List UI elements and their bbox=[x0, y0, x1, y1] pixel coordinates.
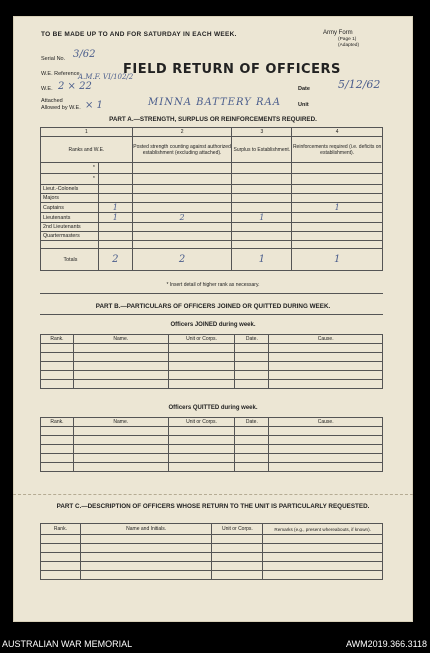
date-label: Date bbox=[298, 86, 310, 92]
rank-label: * bbox=[41, 163, 99, 174]
col-date: Date. bbox=[235, 335, 269, 344]
col-name-initials: Name and Initials. bbox=[80, 524, 212, 535]
posted-cell bbox=[132, 174, 232, 185]
reinf-cell bbox=[292, 213, 383, 223]
surplus-cell bbox=[232, 163, 292, 174]
table-row bbox=[41, 380, 383, 389]
rank-label: Lieut.-Colonels bbox=[41, 185, 99, 194]
table-row bbox=[41, 362, 383, 371]
col-date: Date. bbox=[235, 418, 269, 427]
form-title: FIELD RETURN OF OFFICERS bbox=[123, 62, 341, 77]
col-unit: Unit or Corps. bbox=[212, 524, 263, 535]
form-number: Army Form bbox=[323, 30, 353, 36]
col-name: Name. bbox=[73, 418, 168, 427]
totals-posted: 2 bbox=[132, 249, 232, 271]
table-row bbox=[41, 562, 383, 571]
table-row bbox=[41, 232, 383, 241]
unit-label: Unit bbox=[298, 102, 309, 108]
col-head-ranks: Ranks and W.E. bbox=[41, 137, 133, 163]
we-value: 2 × 22 bbox=[58, 81, 92, 92]
table-row bbox=[41, 163, 383, 174]
col-rank: Rank. bbox=[41, 335, 74, 344]
table-row bbox=[41, 553, 383, 562]
table-row bbox=[41, 203, 383, 213]
form-number-page: (Page 1) bbox=[338, 37, 357, 42]
totals-row bbox=[41, 249, 383, 271]
reinf-cell bbox=[292, 163, 383, 174]
surplus-cell bbox=[232, 232, 292, 241]
col-head-surplus: Surplus to Establishment. bbox=[232, 137, 292, 163]
col-num-2: 2 bbox=[132, 128, 232, 137]
table-row bbox=[41, 571, 383, 580]
col-unit: Unit or Corps. bbox=[168, 418, 235, 427]
we-cell bbox=[98, 174, 132, 185]
table-row bbox=[41, 194, 383, 203]
table-row bbox=[41, 344, 383, 353]
attached-label: Attached bbox=[41, 98, 63, 104]
date-value: 5/12/62 bbox=[338, 78, 381, 91]
reinf-cell bbox=[292, 194, 383, 203]
table-row bbox=[41, 427, 383, 436]
col-name: Name. bbox=[73, 335, 168, 344]
we-cell bbox=[98, 194, 132, 203]
posted-cell bbox=[132, 163, 232, 174]
totals-label: Totals bbox=[41, 249, 99, 271]
surplus-cell bbox=[232, 185, 292, 194]
reinf-cell: 1 bbox=[292, 203, 383, 213]
table-row bbox=[41, 185, 383, 194]
joined-table bbox=[40, 334, 383, 389]
footer-accession: AWM2019.366.3118 bbox=[345, 639, 427, 649]
table-row bbox=[41, 174, 383, 185]
quitted-heading: Officers QUITTED during week. bbox=[168, 405, 258, 411]
col-num-1: 1 bbox=[41, 128, 133, 137]
posted-cell bbox=[132, 194, 232, 203]
surplus-cell bbox=[232, 194, 292, 203]
allowed-label: Allowed by W.E. bbox=[41, 105, 81, 111]
rank-label: Lieutenants bbox=[41, 213, 99, 223]
col-unit: Unit or Corps. bbox=[168, 335, 235, 344]
serial-value: 3/62 bbox=[73, 49, 96, 60]
surplus-cell bbox=[232, 203, 292, 213]
posted-cell bbox=[132, 203, 232, 213]
rank-label: Majors bbox=[41, 194, 99, 203]
col-rank: Rank. bbox=[41, 524, 81, 535]
posted-cell bbox=[132, 223, 232, 232]
part-a-table bbox=[40, 127, 383, 271]
we-reference-label: W.E. Reference bbox=[41, 71, 80, 77]
posted-cell bbox=[132, 232, 232, 241]
surplus-cell bbox=[232, 223, 292, 232]
reinf-cell bbox=[292, 232, 383, 241]
top-instruction: TO BE MADE UP TO AND FOR SATURDAY IN EACH WEEK. bbox=[41, 31, 237, 38]
totals-reinforcements: 1 bbox=[292, 249, 383, 271]
form-sheet bbox=[13, 16, 413, 622]
table-row bbox=[41, 436, 383, 445]
we-cell bbox=[98, 232, 132, 241]
rank-label: Quartermasters bbox=[41, 232, 99, 241]
col-cause: Cause. bbox=[269, 418, 383, 427]
quitted-table bbox=[40, 417, 383, 472]
we-cell bbox=[98, 163, 132, 174]
we-cell bbox=[98, 185, 132, 194]
col-num-4: 4 bbox=[292, 128, 383, 137]
posted-cell bbox=[132, 185, 232, 194]
table-row bbox=[41, 213, 383, 223]
reinf-cell bbox=[292, 185, 383, 194]
we-cell: 1 bbox=[98, 203, 132, 213]
part-b-heading: PART B.—PARTICULARS OF OFFICERS JOINED OR QUITTED DURING WEEK. bbox=[95, 303, 331, 310]
table-row bbox=[41, 223, 383, 232]
form-number-adapted: (Adapted) bbox=[338, 43, 360, 48]
we-cell: 1 bbox=[98, 213, 132, 223]
totals-surplus: 1 bbox=[232, 249, 292, 271]
table-row bbox=[41, 371, 383, 380]
reinf-cell bbox=[292, 223, 383, 232]
part-a-heading: PART A.—STRENGTH, SURPLUS OR REINFORCEMENTS REQUIRED. bbox=[109, 116, 317, 123]
col-remarks: Remarks (e.g., present whereabouts, if known). bbox=[263, 524, 383, 535]
col-num-3: 3 bbox=[232, 128, 292, 137]
footnote: * Insert detail of higher rank as necessary. bbox=[166, 282, 260, 288]
reinf-cell bbox=[292, 174, 383, 185]
rank-label: * bbox=[41, 174, 99, 185]
we-reference-value: A.M.F. VI/102/2 bbox=[78, 73, 134, 81]
footer-source: AUSTRALIAN WAR MEMORIAL bbox=[2, 639, 133, 649]
table-row bbox=[41, 454, 383, 463]
col-cause: Cause. bbox=[269, 335, 383, 344]
col-rank: Rank. bbox=[41, 418, 74, 427]
part-c-table bbox=[40, 523, 383, 580]
totals-we: 2 bbox=[98, 249, 132, 271]
posted-cell: 2 bbox=[132, 213, 232, 223]
we-label: W.E. bbox=[41, 86, 53, 92]
table-row bbox=[41, 353, 383, 362]
joined-heading: Officers JOINED during week. bbox=[170, 322, 256, 328]
col-head-reinforcements: Reinforcements required (i.e. deficits on establishment). bbox=[292, 137, 383, 163]
table-row bbox=[41, 445, 383, 454]
allowed-value: × 1 bbox=[85, 100, 103, 111]
serial-label: Serial No. bbox=[41, 56, 66, 62]
surplus-cell bbox=[232, 174, 292, 185]
divider bbox=[40, 293, 383, 294]
table-row bbox=[41, 535, 383, 544]
rank-label: Captains bbox=[41, 203, 99, 213]
table-row bbox=[41, 544, 383, 553]
rank-label: 2nd Lieutenants bbox=[41, 223, 99, 232]
part-c-heading: PART C.—DESCRIPTION OF OFFICERS WHOSE RETURN TO THE UNIT IS PARTICULARLY REQUESTED. bbox=[56, 503, 370, 510]
table-row bbox=[41, 463, 383, 472]
we-cell bbox=[98, 223, 132, 232]
surplus-cell: 1 bbox=[232, 213, 292, 223]
unit-value: MINNA BATTERY RAA bbox=[148, 97, 281, 108]
divider bbox=[40, 314, 383, 315]
col-head-posted: Posted strength counting against authorized establishment (excluding attached). bbox=[132, 137, 232, 163]
